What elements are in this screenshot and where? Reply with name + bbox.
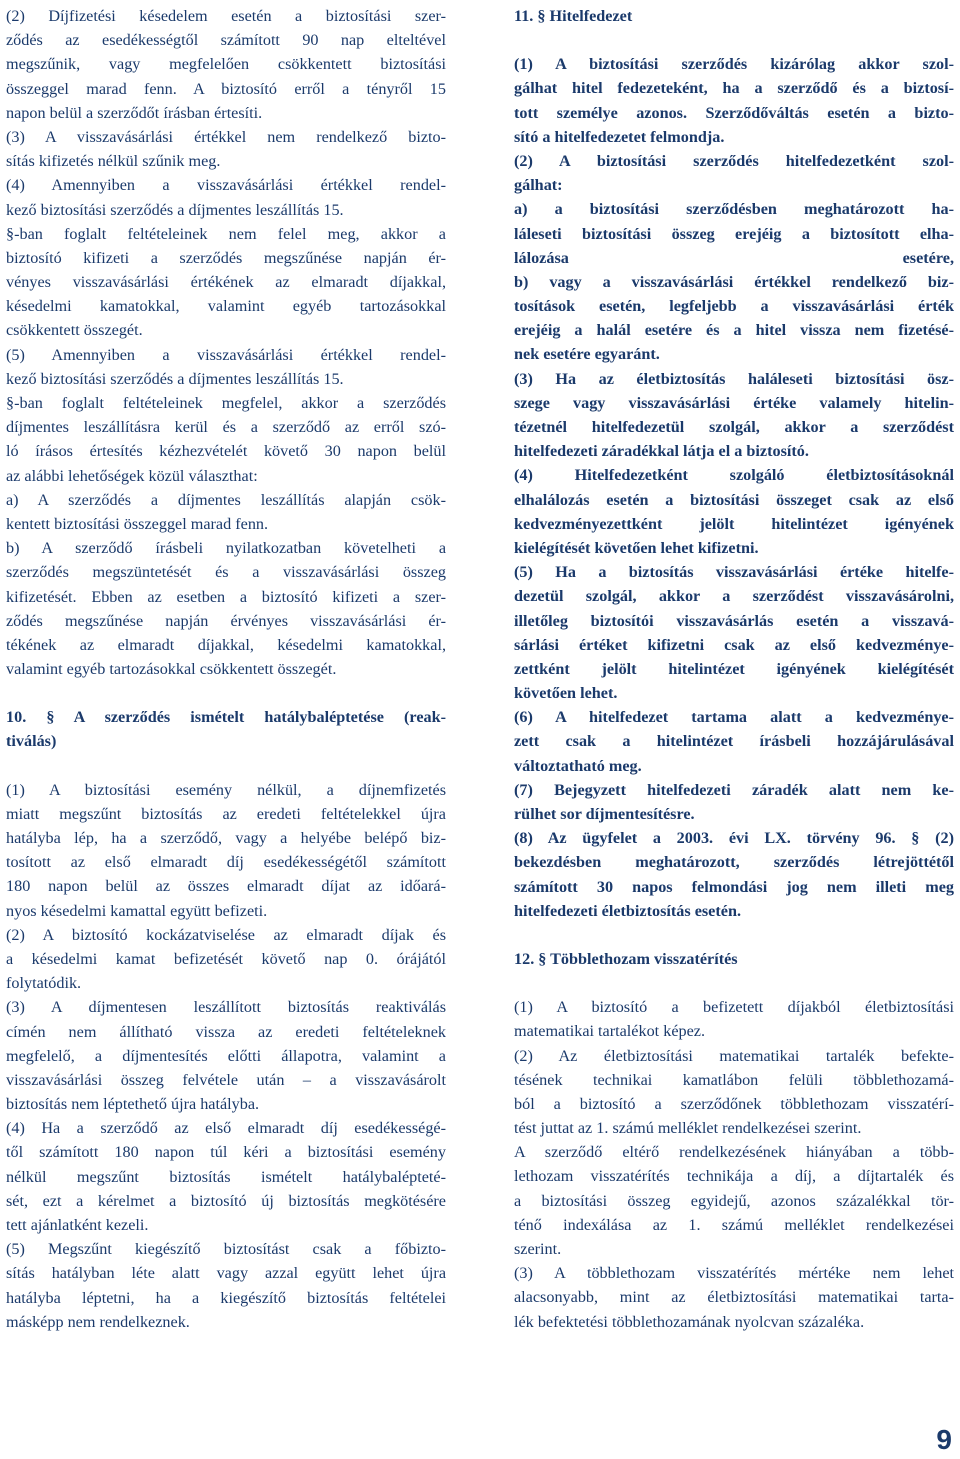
text-line: biztosítás nem léptethető újra hatályba. <box>6 1095 260 1114</box>
spacer <box>514 971 954 995</box>
text-line: (2) Díjfizetési késedelem esetén a biztosítási szer- <box>6 7 446 25</box>
text-line: (5) Megszűnt kiegészítő biztosítást csak a főbizto- <box>6 1240 446 1259</box>
spacer <box>6 681 446 705</box>
text-line: (3) A visszavásárlási értékkel nem rendelkező bizto- <box>6 127 446 146</box>
text-line: ténő indexálása az 1. számú melléklet rendelkezései <box>514 1215 954 1234</box>
text-line: szege vagy visszavásárlási értéke valamely hitelin- <box>514 393 954 412</box>
text-line: (4) Ha a szerződő az első elmaradt díj esedékességé- <box>6 1119 446 1138</box>
text-line: (5) Amennyiben a visszavásárlási értékkel rendel- <box>6 345 446 364</box>
text-line: (4) Hitelfedezetként szolgáló életbiztosításoknál <box>514 466 954 485</box>
text-line: biztosító kifizeti a szerződés megszűnése napján ér- <box>6 248 446 267</box>
text-line: matematikai tartalékot képez. <box>514 1022 706 1041</box>
text-line: nek esetére egyaránt. <box>514 345 660 364</box>
text-line: §-ban foglalt feltételeinek megfelel, akkor a szerződés <box>6 394 446 412</box>
text-line: hitelfedezeti életbiztosítás esetén. <box>514 901 741 920</box>
text-line: vényes visszavásárlási értékének az elmaradt díjakkal, <box>6 273 446 292</box>
text-line: kielégítését követően lehet kifizetni. <box>514 538 759 557</box>
text-line: valamint egyéb tartozásokkal csökkentett összegét. <box>6 660 337 679</box>
text-line: címén nem állítható vissza az eredeti feltételeknek <box>6 1022 446 1041</box>
text-line: késedelmi kamatokkal, valamint egyéb tartozásokkal <box>6 297 446 316</box>
text-line: (1) A biztosítási szerződés kizárólag akkor szol- <box>514 55 954 74</box>
text-line: a) A szerződés a díjmentes leszállítás alapján csök- <box>6 490 446 509</box>
text-line: lethozam visszatérítés technikája a díj, a díjtartalék és <box>514 1167 954 1186</box>
text-line: zettként jelölt hitelintézet igényének kielégítését <box>514 659 954 678</box>
text-line: hitelfedezeti záradékkal látja el a biztosító. <box>514 442 809 461</box>
text-line: tést juttat az 1. számú melléklet rendelkezései szerint. <box>514 1119 862 1138</box>
text-line: számított 30 napos felmondási jog nem illeti meg <box>514 877 954 896</box>
text-line: bekezdésben meghatározott, szerződés létrejöttétől <box>514 853 954 872</box>
text-line: hatályba léptetni, ha a kiegészítő biztosítás feltételei <box>6 1288 446 1307</box>
text-line: (2) Az életbiztosítási matematikai tartalék befekte- <box>514 1046 954 1065</box>
text-line: kező biztosítási szerződés a díjmentes leszállítás 15. <box>6 369 344 388</box>
text-line: tett ajánlatként kezeli. <box>6 1216 149 1234</box>
text-line: illetőleg biztosítói visszavásárlás esetén a visszavá- <box>514 611 954 630</box>
text-line: hatályba lép, ha a szerződő, vagy a helyébe belépő biz- <box>6 829 446 847</box>
text-line: kifizetését. Ebben az esetben a biztosító kifizeti a szer- <box>6 587 446 606</box>
section-11-body <box>514 52 954 923</box>
text-line: ból a biztosító a szerződőnek többlethozam visszatérí- <box>514 1094 954 1113</box>
text-line: tosítások esetén, legfeljebb a visszavásárlási érték <box>514 297 954 316</box>
left-block-sections-9-end <box>6 4 446 681</box>
text-line: sítás kifizetés nélkül szűnik meg. <box>6 152 221 171</box>
text-line: kedvezményezettként jelölt hitelintézet igényének <box>514 514 954 533</box>
spacer <box>6 754 446 778</box>
text-line: másképp nem rendelkeznek. <box>6 1312 190 1331</box>
text-line: visszavásárlási összeg felvétele után – a visszavásárolt <box>6 1070 446 1089</box>
text-line: sító a hitelfedezetet felmondja. <box>514 127 725 146</box>
text-line: (2) A biztosítási szerződés hitelfedezetként szol- <box>514 151 954 170</box>
section-12-body <box>514 995 954 1334</box>
text-line: dezetül szolgál, akkor a szerződést visszavásárolni, <box>514 587 954 606</box>
text-line: folytatódik. <box>6 974 82 993</box>
text-line: szerződés megszüntetését és a visszavásárlási összeg <box>6 563 446 582</box>
text-line: (4) Amennyiben a visszavásárlási értékkel rendel- <box>6 176 446 195</box>
text-line: gálhat hitel fedezeteként, ha a szerződő és a biztosí- <box>514 79 954 98</box>
text-line: csökkentett összegét. <box>6 321 143 340</box>
text-line: elhalálozás esetén a biztosítási összeget csak az első <box>514 490 954 509</box>
right-column <box>514 4 954 1334</box>
text-line: követően lehet. <box>514 684 618 703</box>
section-12-heading: 12. § Többlethozam visszatérítés <box>514 949 738 968</box>
text-line: b) vagy a visszavásárlási értékkel rendelkező biz- <box>514 272 954 291</box>
text-line: (6) A hitelfedezet tartama alatt a kedvezménye- <box>514 708 954 727</box>
text-line: napon belül a szerződőt írásban értesíti. <box>6 103 263 122</box>
text-line: gálhat: <box>514 176 563 195</box>
text-line: sárlási értéket kifizetni csak az első kedvezménye- <box>514 635 954 654</box>
section-10-heading <box>6 705 446 753</box>
text-line: tosított az első elmaradt díj esedékességétől számított <box>6 853 446 872</box>
text-line: (3) A díjmentesen leszállított biztosítás reaktiválás <box>6 998 446 1017</box>
text-line: alacsonyabb, mint az életbiztosítási matematikai tarta- <box>514 1288 954 1307</box>
text-line: kező biztosítási szerződés a díjmentes leszállítás 15. <box>6 200 344 219</box>
text-line: (5) Ha a biztosítás visszavásárlási értéke hitelfe- <box>514 563 954 582</box>
text-line: rülhet sor díjmentesítésre. <box>514 805 695 823</box>
text-line: tézetnél hitelfedezetül szolgál, akkor a szerződést <box>514 418 954 436</box>
text-line: az alábbi lehetőségek közül választhat: <box>6 466 258 485</box>
text-line: (1) A biztosítási esemény nélkül, a díjnemfizetés <box>6 780 446 799</box>
text-line: láleseti biztosítási összeg erejéig a biztosított elha- <box>514 224 954 243</box>
text-line: tésének technikai kamatlábon felüli többlethozamá- <box>514 1070 954 1089</box>
section-11-heading: 11. § Hitelfedezet <box>514 7 633 25</box>
text-line: összeggel marad fenn. A biztosító erről a tényről 15 <box>6 79 446 98</box>
text-line: (2) A biztosító kockázatviselése az elmaradt díjak és <box>6 925 446 944</box>
text-line: nélkül megszűnt biztosítás ismételt hatálybalépteté- <box>6 1167 446 1186</box>
text-line: erejéig a halál esetére és a hitel vissza nem fizetésé- <box>514 321 954 340</box>
text-line: sét, ezt a kérelmet a biztosító új biztosítás megkötésére <box>6 1191 446 1210</box>
page-number: 9 <box>936 1424 952 1455</box>
text-line: től számított 180 napon túl kéri a biztosítási esemény <box>6 1143 446 1162</box>
text-line: változtatható meg. <box>514 756 642 775</box>
text-line: szerint. <box>514 1240 562 1258</box>
spacer <box>514 28 954 52</box>
text-line: (7) Bejegyzett hitelfedezeti záradék alatt nem ke- <box>514 780 954 799</box>
text-line: 10. § A szerződés ismételt hatálybaléptetése (reak- <box>6 708 446 727</box>
text-line: (1) A biztosító a befizetett díjakból életbiztosítási <box>514 998 954 1017</box>
text-line: a) a biztosítási szerződésben meghatározott ha- <box>514 200 954 219</box>
text-line: kentett biztosítási összeggel marad fenn. <box>6 514 269 533</box>
text-line: b) A szerződő írásbeli nyilatkozatban követelheti a <box>6 539 446 558</box>
text-line: a késedelmi kamat befizetését követő nap 0. órájától <box>6 949 446 968</box>
text-line: tiválás) <box>6 732 57 751</box>
text-line: díjmentes leszállításra kerül és a szerződő az erről szó- <box>6 418 446 437</box>
text-line: A szerződő eltérő rendelkezésének hiányában a több- <box>514 1143 954 1162</box>
text-line: tott személye azonos. Szerződőváltás esetén a bizto- <box>514 103 954 122</box>
text-line: ződés az esedékességtől számított 90 nap elteltével <box>6 31 446 50</box>
text-line: (3) A többlethozam visszatérítés mértéke nem lehet <box>514 1264 954 1283</box>
text-line: megfelelő, a díjmentesítés előtti állapotra, valamint a <box>6 1046 446 1065</box>
text-line: ló írásos értesítés kézhezvételét követő 30 napon belül <box>6 442 446 461</box>
spacer <box>514 923 954 947</box>
text-line: zett csak a hitelintézet írásbeli hozzájárulásával <box>514 732 954 751</box>
text-line: (3) Ha az életbiztosítás haláleseti biztosítási ösz- <box>514 369 954 388</box>
text-line: §-ban foglalt feltételeinek nem felel meg, akkor a <box>6 224 446 243</box>
text-line: ződés megszűnése napján érvényes visszavásárlási ér- <box>6 611 446 630</box>
text-line: miatt megszűnt biztosítás az eredeti feltételekkel újra <box>6 804 446 823</box>
section-10-body <box>6 778 446 1334</box>
text-line: lék befektetési többlethozamának nyolcvan százaléka. <box>514 1312 865 1331</box>
text-line: (8) Az ügyfelet a 2003. évi LX. törvény 96. § (2) <box>514 829 954 848</box>
left-column <box>6 4 446 1334</box>
text-line: 180 napon belül az összes elmaradt díjat az időará- <box>6 877 446 896</box>
text-line: lálozása esetére, <box>514 248 954 267</box>
text-line: sítás hatályban léte alatt vagy azzal együtt lehet újra <box>6 1264 446 1283</box>
text-line: nyos késedelmi kamattal együtt befizeti. <box>6 901 268 920</box>
text-line: tékének az elmaradt díjakkal, késedelmi kamatokkal, <box>6 635 446 654</box>
text-line: a biztosítási összeg egyidejű, azonos százalékkal tör- <box>514 1191 954 1210</box>
text-line: megszűnik, vagy megfelelően csökkentett biztosítási <box>6 55 446 74</box>
